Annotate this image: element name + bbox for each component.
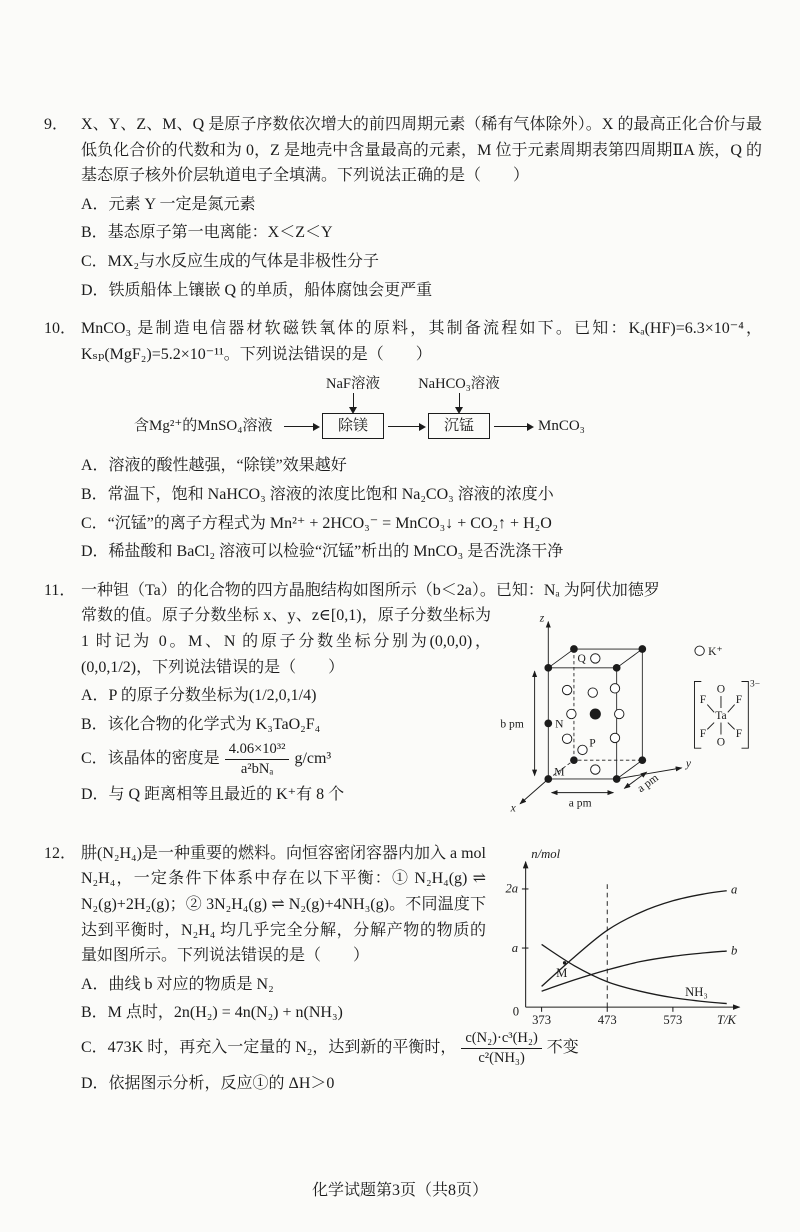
point-m-dot [563,961,566,964]
q11-option-a: A．P 的原子分数坐标为(1/2,0,1/4) [81,687,317,705]
q10-option-d: D．稀盐酸和 BaCl₂ 溶液可以检验“沉锰”析出的 MnCO₃ 是否洗涤干净 [81,543,564,561]
q12-number: 12． [44,844,77,862]
curve-b-label: b [731,943,738,958]
page-footer: 化学试题第3页（共8页） [311,1182,488,1199]
ion-o-top-label: O [716,683,726,696]
question-11 [44,578,762,828]
curve-nh3-label: NH₃ [685,984,708,999]
q11-stem-rest: 常数的值。原子分数坐标 x、y、z∈[0,1)，原子分数坐标为 1 时记为 0。M、N 的原子分数坐标分别为(0,0,0)，(0,0,1/2)，下列说法错误的是（ ） [81,607,491,676]
ion-f-label: F [699,727,707,740]
point-m-label: M [556,965,568,980]
q9-stem [44,112,762,189]
y-tick-2a-label: 2a [505,881,519,896]
q12-text-column [44,841,486,1026]
flow-input-label: 含Mg²⁺的MnSO₄溶液 [134,418,273,435]
q11-option-b: B．该化合物的化学式为 K₃TaO₂F₄ [81,715,321,733]
x-axis-label: x [510,802,516,815]
m-site-label: M [554,766,565,779]
ion-f-label: F [735,693,743,706]
q10-option-c: C．“沉锰”的离子方程式为 Mn²⁺ + 2HCO₃⁻ = MnCO₃↓ + CO₂↑ + H₂O [81,514,552,532]
q11-density-fraction [225,740,290,779]
fraction-numerator: 4.06×10³² [228,741,286,758]
x-tick-373-label: 373 [532,1012,552,1027]
right-bracket [741,681,748,748]
q-site-label: Q [577,652,586,665]
arrow-down-icon [459,393,460,407]
flow-reagent-naf-label: NaF溶液 [326,376,380,393]
equilibrium-graph-figure [490,843,762,1050]
ion-f-label: F [699,693,707,706]
a-dimension-label-bottom: a pm [568,797,592,810]
z-axis-label: z [539,612,545,625]
q12-option-a: A．曲线 b 对应的物质是 N₂ [81,975,274,993]
curve-a-label: a [731,882,738,897]
fraction-denominator: c²(NH₃) [461,1048,541,1068]
q11-option-c [81,740,491,779]
q9-option-a: A．元素 Y 一定是氮元素 [81,195,256,213]
q11-number: 11． [44,581,76,599]
flow-step-manganese-precipitation-box: 沉锰 [428,413,490,439]
arrow-right-icon [388,426,424,427]
ion-f-label: F [735,727,743,740]
q11-option-c-suffix: g/cm³ [294,750,332,768]
y-axis-label: n/mol [531,846,561,861]
y-axis-label: y [685,757,692,770]
equilibrium-graph-svg [490,843,762,1042]
q11-text-column [81,603,491,807]
a-dimension-label-depth: a pm [635,771,661,795]
arrow-down-icon [353,393,354,407]
flow-step-demagnesiation-box: 除镁 [322,413,384,439]
complex-ion-diagram [694,679,760,748]
q9-option-b: B．基态原子第一电离能：X＜Z＜Y [81,224,333,242]
ion-charge-label: 3− [750,679,761,690]
ta-f-bond [707,722,714,729]
q10-option-a: A．溶液的酸性越强，“除镁”效果越好 [81,457,347,475]
ion-ta-label: Ta [715,709,727,722]
flow-reagent-nahco3-label: NaHCO₃溶液 [418,376,500,393]
ta-f-bond [707,704,714,712]
legend-k-ion-circle [695,646,704,655]
b-dimension-label: b pm [500,718,524,731]
ion-o-bottom-label: O [716,736,726,749]
curve-a [542,890,727,986]
question-10 [44,316,762,565]
q12-stem-text: 肼(N₂H₄)是一种重要的燃料。向恒容密闭容器内加入 a mol N₂H₄，一定条件下体系中存在以下平衡：① N₂H₄(g) ⇌ N₂(g)+2H₂(g)；② 3N₂H₄(g) ⇌ N₂(g)+4NH₃(g)。不同温度下达到平衡时，N₂H₄ 均几乎完全分解，分解产物的物质的量如图所示。下列说法错误的是（ ） [81,844,486,965]
q9-stem-text: X、Y、Z、M、Q 是原子序数依次增大的前四周期元素（稀有气体除外）。X 的最高正化合价与最低负化合价的代数和为 0，Z 是地壳中含量最高的元素，M 位于元素周期表第四周期ⅡA 族，Q 的基态原子核外价层轨道电子全填满。下列说法正确的是（ ） [81,116,762,185]
q12-option-c-prefix: C．473K 时，再充入一定量的 N₂，达到新的平衡时， [81,1038,457,1056]
x-axis-line [520,779,548,804]
crystal-structure-figure [497,608,762,829]
q10-option-b: B．常温下，饱和 NaHCO₃ 溶液的浓度比饱和 Na₂CO₃ 溶液的浓度小 [81,485,554,503]
x-tick-573-label: 573 [663,1012,683,1027]
fraction-denominator: a²bNₐ [225,759,290,779]
p-site-label: P [589,737,596,750]
q10-number: 10． [44,320,77,338]
legend-k-ion-label: K⁺ [708,645,723,658]
n-site-label: N [555,718,564,731]
q9-number: 9． [44,116,69,133]
q10-stem-text: MnCO₃ 是制造电信器材软磁铁氧体的原料，其制备流程如下。已知：Kₐ(HF)=6.3×10⁻⁴，Kₛₚ(MgF₂)=5.2×10⁻¹¹。下列说法错误的是（ ） [81,320,762,363]
question-12 [44,841,762,1096]
q11-stem-line1-text: 一种钽（Ta）的化合物的四方晶胞结构如图所示（b＜2a）。已知：Nₐ 为阿伏加德罗 [81,581,660,599]
flow-product-label: MnCO₃ [538,418,585,435]
q10-flow-diagram [134,375,762,447]
q9-option-d: D．铁质船体上镶嵌 Q 的单质，船体腐蚀会更严重 [81,281,433,299]
q9-option-c: C．MX₂与水反应生成的气体是非极性分子 [81,252,380,270]
q12-option-b: B．M 点时，2n(H₂) = 4n(N₂) + n(NH₃) [81,1004,343,1022]
q12-option-c-suffix: 不变 [546,1038,579,1056]
q12-stem [44,841,486,969]
arrow-right-icon [284,426,318,427]
y-tick-a-label: a [511,940,519,955]
q11-option-d: D．与 Q 距离相等且最近的 K⁺有 8 个 [81,785,345,803]
q12-option-d: D．依据图示分析，反应①的 ΔH＞0 [81,1074,335,1092]
x-tick-473-label: 473 [597,1012,617,1027]
ta-f-bond [728,704,735,712]
origin-label: 0 [512,1004,520,1019]
body-center-atom-circle [590,708,601,719]
n-atom-circle [544,719,552,727]
ta-f-bond [728,722,735,729]
question-9 [44,112,762,303]
x-axis-label: T/K [716,1012,736,1027]
fraction-numerator: c(N₂)·c³(H₂) [465,1029,538,1046]
q11-option-c-prefix: C．该晶体的密度是 [81,750,220,768]
q11-stem-line1 [44,578,762,604]
q10-stem [44,316,762,367]
arrow-right-icon [494,426,532,427]
crystal-structure-svg [497,608,762,820]
